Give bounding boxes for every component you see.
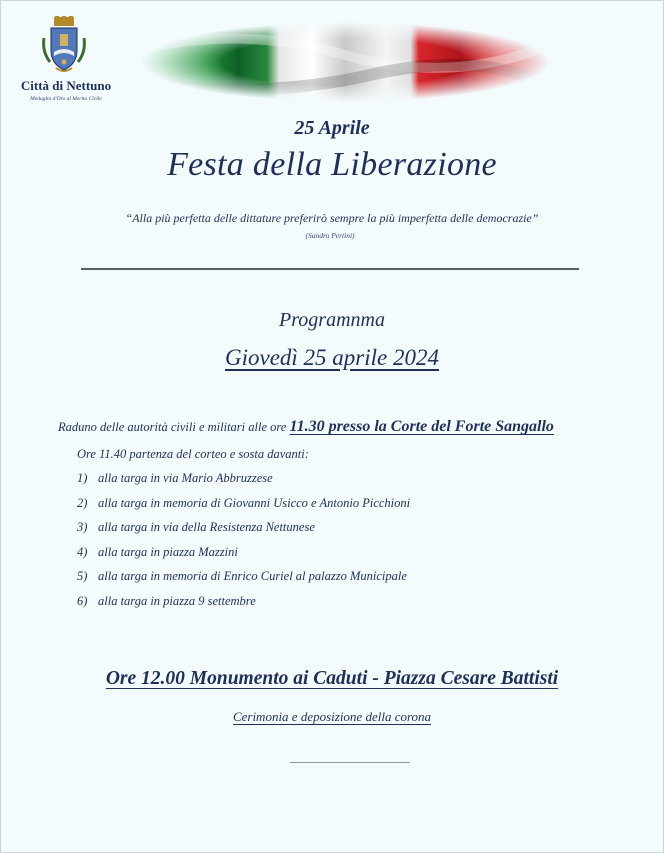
page-title: Festa della Liberazione <box>167 146 497 183</box>
list-item-number: 4) <box>77 544 88 559</box>
ceremony-line <box>0 709 664 725</box>
list-item <box>77 471 410 496</box>
monument-text: Ore 12.00 Monumento ai Caduti - Piazza Cesare Battisti <box>105 668 559 689</box>
program-date <box>0 345 664 371</box>
quote-author: (Sandro Pertini) <box>305 231 355 240</box>
list-item-text: alla targa in memoria di Giovanni Usicco e Antonio Picchioni <box>98 495 411 510</box>
list-item-text: alla targa in piazza 9 settembre <box>98 593 256 608</box>
list-item-text: alla targa in via della Resistenza Nettunese <box>98 520 315 535</box>
list-item-number: 2) <box>77 495 88 510</box>
program-heading: Programnma <box>279 309 385 331</box>
city-tagline: Medaglia d'Oro al Merito Civile <box>30 96 102 102</box>
list-item-text: alla targa in memoria di Enrico Curiel al palazzo Municipale <box>98 569 407 584</box>
list-item-number: 5) <box>77 569 88 584</box>
list-item <box>77 569 410 594</box>
monument-heading <box>0 668 664 690</box>
italian-flag-icon <box>140 20 550 104</box>
list-item-number: 1) <box>77 471 88 485</box>
divider <box>81 268 579 270</box>
city-name: Città di Nettuno <box>20 78 112 93</box>
list-item-text: alla targa in via Mario Abbruzzese <box>98 471 273 485</box>
end-divider <box>290 762 410 763</box>
list-item <box>77 594 410 619</box>
ceremony-text: Cerimonia e deposizione della corona <box>232 709 432 724</box>
list-item-number: 3) <box>77 520 88 535</box>
list-item <box>77 496 410 521</box>
list-item-number: 6) <box>77 593 88 608</box>
program-date-text: Giovedì 25 aprile 2024 <box>225 345 439 370</box>
meeting-line <box>58 418 638 436</box>
meeting-text: Raduno delle autorità civili e militari alle ore <box>58 420 290 434</box>
departure-text: Ore 11.40 partenza del corteo e sosta davanti: <box>77 447 309 461</box>
event-date-title: 25 Aprile <box>294 117 370 139</box>
meeting-highlight: 11.30 presso la Corte del Forte Sangallo <box>289 418 554 435</box>
city-crest-icon <box>40 16 88 76</box>
list-item-text: alla targa in piazza Mazzini <box>98 544 238 559</box>
list-item <box>77 545 410 570</box>
list-item <box>77 520 410 545</box>
stops-list <box>77 471 410 619</box>
quote-text: “Alla più perfetta delle dittature preferirò sempre la più imperfetta delle democrazie” <box>125 211 539 225</box>
